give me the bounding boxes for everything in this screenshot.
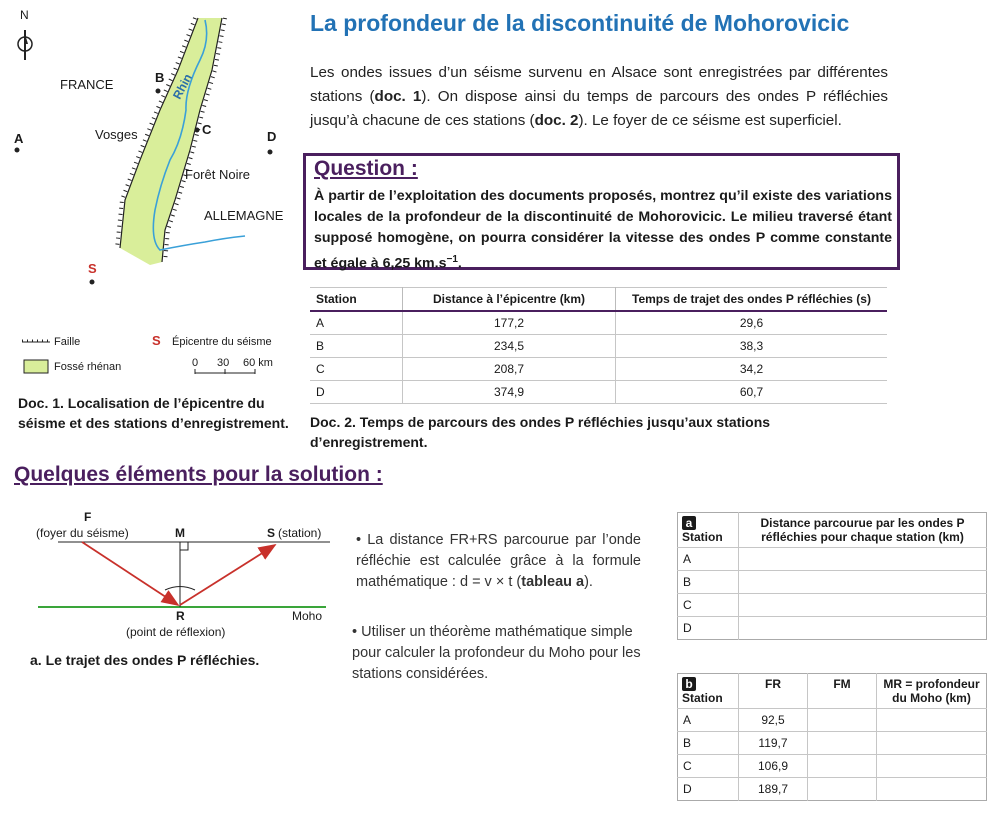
foret-noire-label: Forêt Noire: [185, 167, 251, 182]
page-title: La profondeur de la discontinuité de Mohorovicic: [310, 10, 850, 36]
table-a-station: A: [678, 548, 739, 571]
table-row: [310, 381, 887, 404]
diagram-station-label: (station): [278, 526, 322, 540]
doc2-cell: 60,7: [616, 381, 888, 404]
table-a-station-label: Station: [682, 530, 723, 544]
station-c-dot: [195, 128, 200, 133]
scale-label-0: 0: [192, 357, 199, 369]
table-b-station: C: [678, 755, 739, 778]
diagram-s-label: S: [267, 526, 276, 540]
reflected-ray: [180, 545, 275, 605]
diagram-moho-label: Moho: [292, 609, 323, 623]
table-row: [310, 358, 887, 381]
legend-faille-label: Faille: [54, 336, 81, 348]
table-b-header-fr: FR: [739, 674, 808, 709]
doc2-cell: 38,3: [616, 335, 888, 358]
legend-epicentre-label: Épicentre du séisme: [172, 336, 272, 348]
question-text: [314, 186, 892, 275]
hint-1-text: • La distance FR+RS parcourue par l’onde réfléchie est calculée grâce à la formule mathématique : d = v × t (: [356, 532, 641, 590]
intro-ref-doc1: doc. 1: [374, 88, 422, 105]
intro-text-3: ). Le foyer de ce séisme est superficiel.: [578, 112, 842, 129]
hint-bullet-1: [356, 530, 641, 593]
diagram-m-label: M: [175, 526, 185, 540]
table-a-empty-cell[interactable]: [739, 548, 987, 571]
table-b-empty-cell[interactable]: [808, 755, 877, 778]
table-a-header-distance: Distance parcourue par les ondes P réfléchies pour chaque station (km): [739, 513, 987, 548]
allemagne-label: ALLEMAGNE: [204, 208, 284, 223]
doc2-caption: Doc. 2. Temps de parcours des ondes P réfléchies jusqu’aux stations d’enregistrement.: [310, 414, 771, 450]
station-d-dot: [268, 150, 273, 155]
station-a-dot: [15, 148, 20, 153]
table-a-station: D: [678, 617, 739, 640]
table-a-station: B: [678, 571, 739, 594]
intro-ref-doc2: doc. 2: [534, 112, 579, 129]
table-row: [310, 311, 887, 335]
table-a-header-station: [678, 513, 739, 548]
table-a-header: [678, 513, 987, 548]
table-b: [677, 673, 987, 801]
table-b-empty-cell[interactable]: [877, 732, 987, 755]
diagram-r-label: R: [176, 609, 185, 623]
question-title: Question :: [314, 157, 418, 180]
doc2-cell: A: [310, 311, 403, 335]
scale-label-60: 60 km: [243, 357, 273, 369]
table-b-letter: b: [682, 677, 696, 691]
doc2-cell: 177,2: [403, 311, 616, 335]
diagram-foyer-label: (foyer du séisme): [36, 526, 129, 540]
station-a-label: A: [14, 131, 24, 146]
question-end: .: [457, 255, 462, 272]
table-b-empty-cell[interactable]: [877, 778, 987, 801]
table-row: [678, 755, 987, 778]
doc2-cell: 374,9: [403, 381, 616, 404]
table-b-station-label: Station: [682, 691, 723, 705]
doc2-header-station: Station: [310, 288, 403, 312]
table-b-empty-cell[interactable]: [877, 755, 987, 778]
question-body: À partir de l’exploitation des documents proposés, montrez qu’il existe des variations locales de la profondeur de la discontinuité de Mohorovicic. Le milieu traversé étant supposé homogène, on pourra considérer la vitesse des ondes P comme constante et égale à 6,25 km.s: [314, 188, 892, 272]
table-b-fr: 119,7: [739, 732, 808, 755]
table-row: [678, 617, 987, 640]
doc2-header-row: [310, 288, 887, 312]
doc2-cell: 34,2: [616, 358, 888, 381]
legend-fosse-swatch: [24, 360, 48, 373]
hint-bullet-2: • Utiliser un théorème mathématique simple pour calculer la profondeur du Moho pour les stations considérées.: [352, 624, 641, 682]
rhin-label: Rhin: [170, 71, 195, 102]
table-row: [678, 594, 987, 617]
scale-label-30: 30: [217, 357, 230, 369]
diagram-caption: a. Le trajet des ondes P réfléchies.: [30, 652, 260, 668]
table-a-station: C: [678, 594, 739, 617]
legend-fosse-label: Fossé rhénan: [54, 361, 122, 373]
diagram-reflexion-label: (point de réflexion): [126, 625, 226, 639]
table-b-empty-cell[interactable]: [877, 709, 987, 732]
table-row: [678, 548, 987, 571]
vosges-label: Vosges: [95, 127, 138, 142]
table-b-header: [678, 674, 987, 709]
table-row: [678, 732, 987, 755]
table-b-empty-cell[interactable]: [808, 732, 877, 755]
diagram-f-label: F: [84, 510, 92, 524]
table-row: [678, 709, 987, 732]
hint-1-end: ).: [584, 574, 593, 590]
question-box: [303, 153, 900, 270]
north-label: N: [20, 8, 29, 22]
table-b-empty-cell[interactable]: [808, 709, 877, 732]
station-d-label: D: [267, 129, 277, 144]
location-map: [0, 0, 300, 390]
doc2-header-distance: Distance à l’épicentre (km): [403, 288, 616, 312]
scale-bar: [195, 369, 255, 374]
solution-heading: Quelques éléments pour la solution :: [14, 463, 383, 486]
table-b-fr: 189,7: [739, 778, 808, 801]
reflection-diagram: [30, 505, 330, 620]
table-a-empty-cell[interactable]: [739, 594, 987, 617]
table-b-station: B: [678, 732, 739, 755]
station-b-label: B: [155, 70, 165, 85]
table-b-header-mr: MR = profondeur du Moho (km): [877, 674, 987, 709]
intro-paragraph: [310, 61, 888, 133]
hint-1-bold: tableau a: [521, 574, 585, 590]
station-c-label: C: [202, 122, 212, 137]
doc2-cell: 208,7: [403, 358, 616, 381]
doc1-caption: Doc. 1. Localisation de l’épicentre du séisme et des stations d’enregistrement.: [18, 395, 289, 431]
doc2-table: [310, 287, 887, 404]
table-b-fr: 92,5: [739, 709, 808, 732]
intro-text-2: ). On dispose ainsi du temps de parcours des ondes P réfléchies jusqu’à chacune de ces stations (: [310, 88, 888, 129]
table-row: [310, 335, 887, 358]
station-b-dot: [156, 89, 161, 94]
epicentre-label: S: [88, 261, 97, 276]
question-exponent: −1: [446, 254, 458, 265]
doc2-cell: 29,6: [616, 311, 888, 335]
table-b-header-fm: FM: [808, 674, 877, 709]
table-a-empty-cell[interactable]: [739, 571, 987, 594]
table-a-empty-cell[interactable]: [739, 617, 987, 640]
doc2-cell: C: [310, 358, 403, 381]
compass-icon: [18, 30, 32, 60]
incident-ray: [82, 542, 178, 605]
table-b-empty-cell[interactable]: [808, 778, 877, 801]
table-b-station: A: [678, 709, 739, 732]
table-a-letter: a: [682, 516, 696, 530]
doc2-cell: B: [310, 335, 403, 358]
table-row: [678, 571, 987, 594]
epicentre-dot: [90, 280, 95, 285]
legend-s-letter: S: [152, 333, 161, 348]
france-label: FRANCE: [60, 77, 114, 92]
intro-text-1: Les ondes issues d’un séisme survenu en Alsace sont enregistrées par différentes stations (: [310, 64, 888, 105]
table-b-fr: 106,9: [739, 755, 808, 778]
table-a: [677, 512, 987, 640]
doc2-cell: 234,5: [403, 335, 616, 358]
doc2-cell: D: [310, 381, 403, 404]
table-b-station: D: [678, 778, 739, 801]
right-angle-mark: [180, 542, 188, 550]
table-row: [678, 778, 987, 801]
doc2-header-time: Temps de trajet des ondes P réfléchies (s): [616, 288, 888, 312]
table-b-header-station: [678, 674, 739, 709]
